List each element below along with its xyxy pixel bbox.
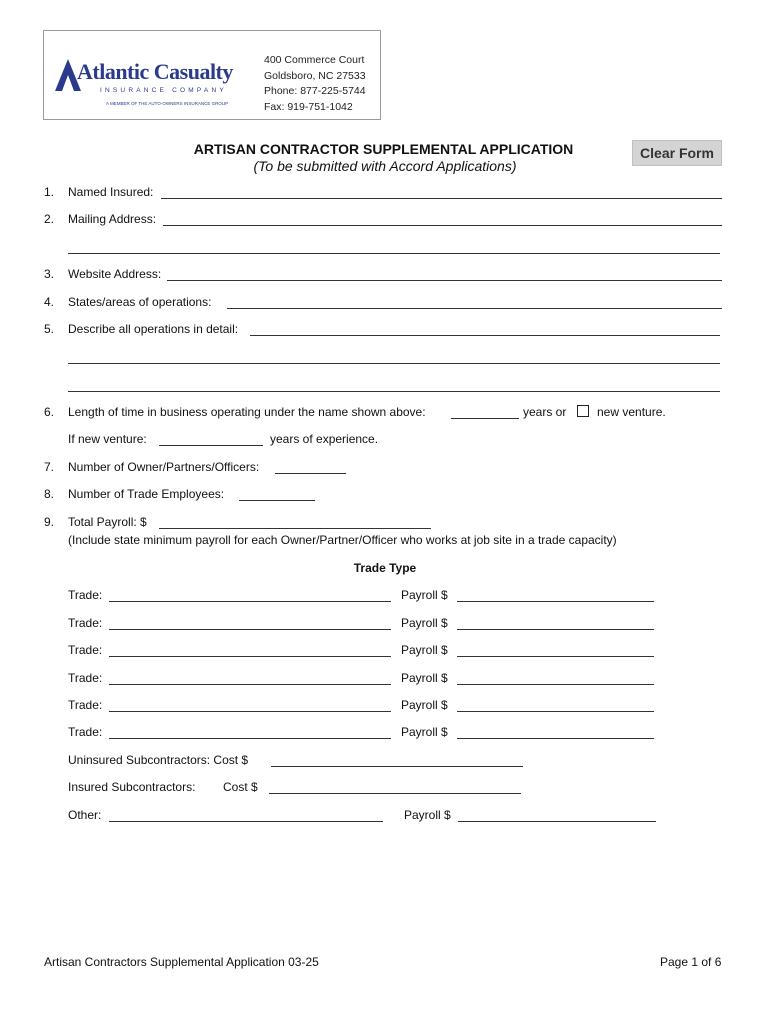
- q4-label: States/areas of operations:: [68, 295, 212, 309]
- company-address: [264, 53, 366, 115]
- trade-label: Trade:: [68, 725, 103, 739]
- payroll-label: Payroll $: [401, 588, 448, 602]
- uninsured-subcontractors-label: Uninsured Subcontractors: Cost $: [68, 753, 249, 767]
- logo-member-text: A MEMBER OF THE AUTO-OWNERS INSURANCE GROUP: [106, 101, 229, 106]
- q1-number: 1.: [44, 185, 55, 199]
- page-number: Page 1 of 6: [660, 955, 722, 969]
- years-or-label: years or: [523, 405, 567, 419]
- q5-label: Describe all operations in detail:: [68, 322, 239, 336]
- q5-number: 5.: [44, 322, 55, 336]
- payroll-label: Payroll $: [401, 698, 448, 712]
- trade-type-heading: Trade Type: [353, 561, 417, 575]
- address-line: Phone: 877-225-5744: [264, 85, 366, 97]
- other-label: Other:: [68, 808, 102, 822]
- address-line: Fax: 919-751-1042: [264, 100, 353, 113]
- company-logo-box: [43, 30, 381, 120]
- q2-number: 2.: [44, 212, 55, 226]
- trade-field[interactable]: [109, 684, 391, 685]
- years-in-business-field[interactable]: [451, 418, 519, 419]
- years-experience-field[interactable]: [159, 445, 263, 446]
- insured-subcontractors-label: Insured Subcontractors:: [68, 780, 196, 794]
- payroll-label: Payroll $: [401, 643, 448, 657]
- trade-payroll-field[interactable]: [457, 629, 654, 630]
- if-new-venture-label: If new venture:: [68, 432, 147, 446]
- trade-label: Trade:: [68, 616, 103, 630]
- trade-label: Trade:: [68, 588, 103, 602]
- operations-detail-field-line3[interactable]: [68, 391, 720, 392]
- payroll-label: Payroll $: [401, 725, 448, 739]
- q8-label: Number of Trade Employees:: [68, 487, 225, 501]
- new-venture-checkbox[interactable]: [577, 405, 589, 417]
- trade-payroll-field[interactable]: [457, 656, 654, 657]
- q7-label: Number of Owner/Partners/Officers:: [68, 460, 260, 474]
- q6-label: Length of time in business operating under the name shown above:: [68, 405, 426, 419]
- q7-number: 7.: [44, 460, 55, 474]
- q2-label: Mailing Address:: [68, 212, 157, 226]
- payroll-label: Payroll $: [401, 671, 448, 685]
- trade-payroll-field[interactable]: [457, 601, 654, 602]
- trade-field[interactable]: [109, 711, 391, 712]
- q3-number: 3.: [44, 267, 55, 281]
- trade-payroll-field[interactable]: [457, 738, 654, 739]
- clear-form-button[interactable]: Clear Form: [632, 140, 722, 166]
- payroll-label: Payroll $: [404, 808, 451, 822]
- trade-label: Trade:: [68, 671, 103, 685]
- other-payroll-field[interactable]: [458, 821, 656, 822]
- insured-cost-label: Cost $: [223, 780, 258, 794]
- logo-subtitle: INSURANCE COMPANY: [100, 87, 227, 94]
- q1-label: Named Insured:: [68, 185, 154, 199]
- form-title: ARTISAN CONTRACTOR SUPPLEMENTAL APPLICATION: [193, 141, 574, 157]
- trade-field[interactable]: [109, 656, 391, 657]
- logo-name: Atlantic Casualty: [77, 59, 233, 84]
- q6-number: 6.: [44, 405, 55, 419]
- trade-payroll-field[interactable]: [457, 684, 654, 685]
- uninsured-cost-field[interactable]: [271, 766, 523, 767]
- address-line: Goldsboro, NC 27533: [264, 69, 366, 82]
- q8-number: 8.: [44, 487, 55, 501]
- q9-number: 9.: [44, 515, 55, 529]
- mailing-address-field[interactable]: [163, 225, 722, 226]
- trade-field[interactable]: [109, 738, 391, 739]
- insured-cost-field[interactable]: [269, 793, 521, 794]
- q9-note: (Include state minimum payroll for each Owner/Partner/Officer who works at job site in a trade capacity): [68, 533, 617, 547]
- q4-number: 4.: [44, 295, 55, 309]
- operations-detail-field-line2[interactable]: [68, 363, 720, 364]
- trade-field[interactable]: [109, 629, 391, 630]
- payroll-label: Payroll $: [401, 616, 448, 630]
- trade-employees-field[interactable]: [239, 500, 315, 501]
- trade-field[interactable]: [109, 601, 391, 602]
- named-insured-field[interactable]: [161, 198, 722, 199]
- trade-label: Trade:: [68, 643, 103, 657]
- new-venture-label: new venture.: [597, 405, 666, 419]
- trade-label: Trade:: [68, 698, 103, 712]
- form-subtitle: (To be submitted with Accord Applications): [253, 158, 517, 174]
- owners-count-field[interactable]: [275, 473, 346, 474]
- years-experience-label: years of experience.: [270, 432, 379, 446]
- website-address-field[interactable]: [167, 280, 722, 281]
- mailing-address-field-line2[interactable]: [68, 253, 720, 254]
- total-payroll-field[interactable]: [159, 528, 431, 529]
- q3-label: Website Address:: [68, 267, 162, 281]
- footer-form-name: Artisan Contractors Supplemental Application 03-25: [44, 955, 319, 969]
- states-operations-field[interactable]: [227, 308, 722, 309]
- other-field[interactable]: [109, 821, 383, 822]
- address-line: 400 Commerce Court: [264, 54, 365, 66]
- operations-detail-field[interactable]: [250, 335, 720, 336]
- q9-label: Total Payroll: $: [68, 515, 147, 529]
- trade-payroll-field[interactable]: [457, 711, 654, 712]
